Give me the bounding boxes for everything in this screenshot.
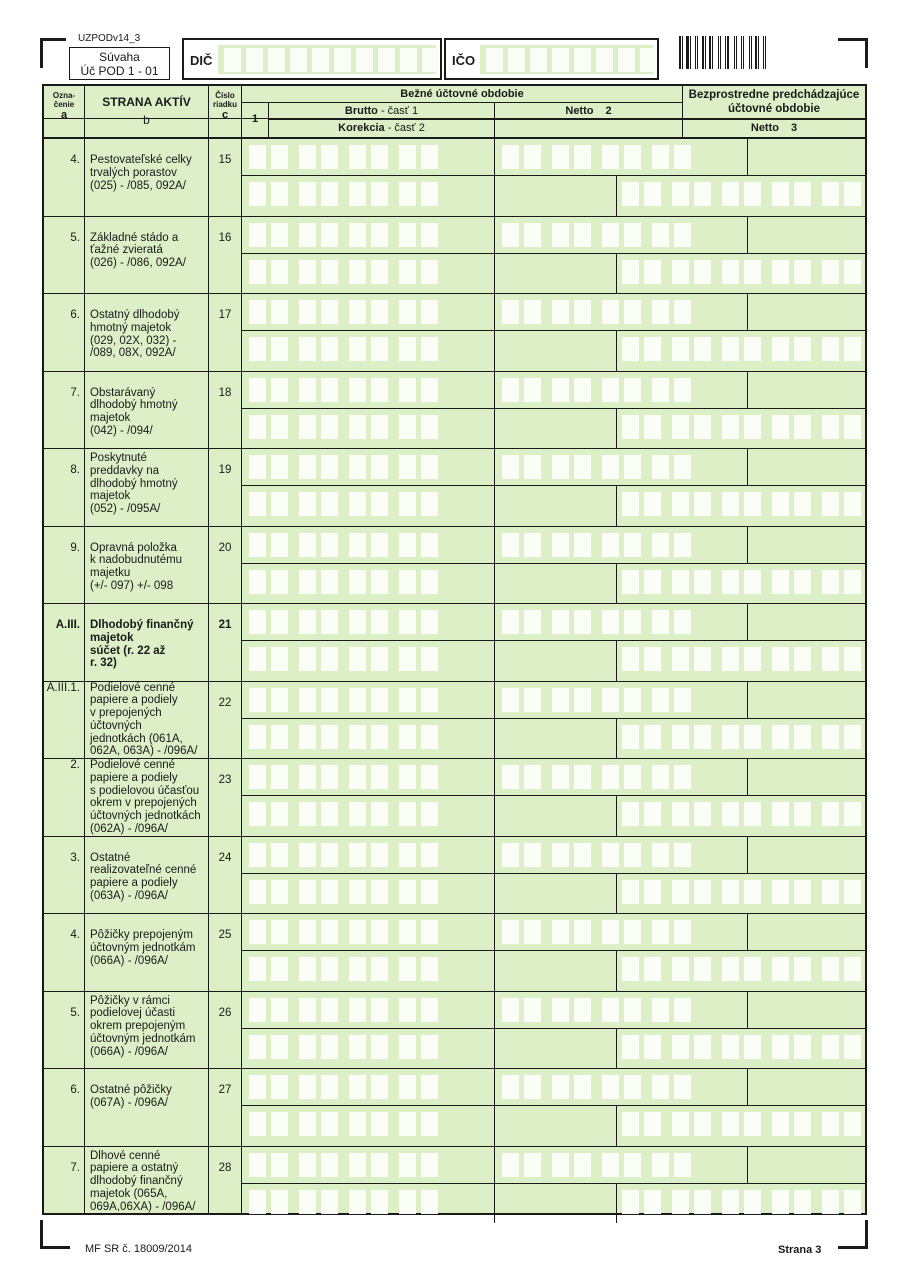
corner-mark-bottom-right — [838, 1246, 868, 1249]
corner-mark-top-left-v — [40, 38, 43, 68]
row-description-line: okrem prepojeným — [90, 1020, 186, 1033]
row-description-line: (025) - /085, 092A/ — [90, 179, 186, 192]
corner-mark-top-left — [40, 38, 66, 41]
netto-prev-cells[interactable] — [622, 957, 866, 981]
table-row — [44, 913, 865, 991]
row-description — [90, 995, 208, 1059]
barcode-bar — [709, 36, 711, 69]
barcode-bar — [712, 36, 713, 69]
row-description-line: (026) - /086, 092A/ — [90, 257, 186, 270]
prev-period-header: Bezprostredne predchádzajúce účtovné obdobie — [688, 89, 860, 115]
row-description-line: (066A) - /096A/ — [90, 1045, 168, 1058]
netto-cells[interactable] — [502, 455, 696, 479]
col-one-header: 1 — [251, 113, 259, 125]
row-mark: 9. — [70, 541, 80, 554]
row-description-line: Ostatné pôžičky — [90, 1084, 172, 1096]
korekcia-cells[interactable] — [249, 957, 443, 981]
netto-cells[interactable] — [502, 688, 696, 712]
row-mark: 5. — [70, 231, 80, 244]
brutto-cells[interactable] — [249, 765, 443, 789]
row-description-line: s podielovou účasťou — [90, 784, 200, 797]
form-title-box — [69, 47, 170, 80]
ico-cells — [486, 48, 662, 72]
page-number: Strana 3 — [778, 1244, 822, 1256]
netto-cells[interactable] — [502, 533, 696, 557]
row-number: 22 — [218, 696, 232, 709]
row-mark: 8. — [70, 464, 80, 476]
ico-input[interactable] — [480, 45, 653, 74]
row-description-line: dlhodobý finančný — [90, 1175, 183, 1188]
barcode-bar — [697, 36, 698, 69]
netto-cells[interactable] — [502, 378, 696, 402]
barcode-bar — [763, 36, 764, 69]
row-description — [90, 759, 208, 836]
table-row — [44, 1068, 865, 1146]
corner-mark-bottom-right-v — [865, 1220, 868, 1249]
row-description-line: súčet (r. 22 až — [90, 644, 166, 657]
netto-prev-cells[interactable] — [622, 415, 866, 439]
dic-label: DIČ — [190, 53, 213, 68]
netto-prev-cells[interactable] — [622, 492, 866, 516]
row-description — [90, 852, 208, 903]
brutto-cells[interactable] — [249, 610, 443, 634]
form-code: UZPODv14_3 — [78, 33, 141, 44]
assets-table — [42, 84, 867, 1215]
row-mark: 4. — [70, 929, 80, 941]
row-description-line: realizovateľné cenné — [90, 864, 197, 877]
netto-prev-cells[interactable] — [622, 802, 866, 826]
brutto-cells[interactable] — [249, 688, 443, 712]
netto-cells[interactable] — [502, 1153, 696, 1177]
brutto-cells[interactable] — [249, 920, 443, 944]
current-period-header: Bežné účtovné obdobie — [400, 88, 524, 100]
netto-cells[interactable] — [502, 1075, 696, 1099]
row-number: 27 — [218, 1084, 232, 1096]
brutto-cells[interactable] — [249, 843, 443, 867]
barcode-bar — [682, 36, 683, 69]
row-mark: A.III. — [55, 619, 80, 631]
row-number: 28 — [218, 1161, 232, 1174]
row-description-line: /089, 08X, 092A/ — [90, 347, 176, 360]
row-description-line: 062A, 063A) - /096A/ — [90, 745, 198, 758]
netto-prev-cells[interactable] — [622, 1035, 866, 1059]
row-description-line: hmotný majetok — [90, 321, 172, 334]
row-mark: 7. — [70, 1161, 80, 1174]
row-mark: A.III.1. — [46, 681, 80, 694]
row-description-line: (063A) - /096A/ — [90, 889, 168, 902]
barcode-bar — [718, 36, 719, 69]
row-number: 23 — [218, 774, 232, 786]
table-row — [44, 991, 865, 1069]
row-description-line: 069A,06XA) - /096A/ — [90, 1200, 196, 1213]
korekcia-cells[interactable] — [249, 260, 443, 284]
korekcia-cells[interactable] — [249, 1190, 443, 1214]
netto-cells[interactable] — [502, 610, 696, 634]
row-description-line: účtovných — [90, 719, 142, 732]
netto-header: Netto 2 — [565, 105, 612, 117]
row-mark: 5. — [70, 1006, 80, 1019]
netto-prev-cells[interactable] — [622, 880, 866, 904]
row-description-line: Pôžičky v rámci — [90, 994, 170, 1007]
row-description-line: (042) - /094/ — [90, 424, 153, 437]
brutto-cells[interactable] — [249, 533, 443, 557]
row-number: 17 — [218, 309, 232, 321]
corner-mark-top-right-v — [865, 38, 868, 68]
barcode-bar — [755, 36, 757, 69]
ico-label: IČO — [452, 53, 476, 68]
row-description-line: Poskytnuté — [90, 452, 147, 464]
form-subtitle: Úč POD 1 - 01 — [80, 64, 159, 78]
row-description-line: Pestovateľské celky — [90, 154, 192, 166]
dic-cells — [224, 48, 444, 72]
row-description — [90, 452, 208, 516]
row-description-line: okrem v prepojených — [90, 797, 197, 810]
row-description — [90, 619, 208, 670]
row-description — [90, 1084, 208, 1110]
row-description-line: dlhodobý hmotný — [90, 399, 178, 412]
table-row — [44, 603, 865, 681]
row-description-line: účtovných jednotkách — [90, 810, 201, 823]
netto-cells[interactable] — [502, 843, 696, 867]
barcode-bar — [743, 36, 744, 69]
row-number: 24 — [218, 851, 232, 864]
korekcia-cells[interactable] — [249, 570, 443, 594]
netto3-header: Netto 3 — [750, 122, 798, 134]
netto-prev-cells[interactable] — [622, 182, 866, 206]
row-description-line: v prepojených — [90, 707, 162, 720]
row-mark: 2. — [70, 759, 80, 771]
korekcia-cells[interactable] — [249, 725, 443, 749]
row-description-line: (029, 02X, 032) - — [90, 334, 177, 347]
col-c-header: Číslo riadku c — [212, 91, 237, 121]
barcode-bar — [705, 36, 706, 69]
barcode-bar — [702, 36, 705, 69]
row-description-line: majetok (065A, — [90, 1187, 168, 1200]
netto-prev-cells[interactable] — [622, 1190, 866, 1214]
corner-mark-bottom-left-v — [40, 1220, 43, 1249]
row-description-line: papiere a podiely — [90, 694, 178, 707]
row-number: 19 — [218, 464, 232, 476]
netto-prev-cells[interactable] — [622, 260, 866, 284]
table-row — [44, 1146, 865, 1224]
corner-mark-bottom-left — [40, 1246, 70, 1249]
corner-mark-top-right — [838, 38, 868, 41]
korekcia-cells[interactable] — [249, 492, 443, 516]
table-row — [44, 681, 865, 759]
row-description-line: Opravná položka — [90, 541, 177, 554]
barcode-bar — [765, 36, 766, 69]
row-mark: 6. — [70, 309, 80, 321]
row-description-line: (067A) - /096A/ — [90, 1096, 168, 1109]
table-row — [44, 526, 865, 604]
row-mark: 4. — [70, 154, 80, 166]
brutto-header: Brutto - časť 1 — [344, 105, 419, 117]
row-description-line: majetok — [90, 631, 134, 644]
brutto-cells[interactable] — [249, 300, 443, 324]
row-description-line: účtovným jednotkám — [90, 1032, 196, 1045]
row-description-line: papiere a ostatný — [90, 1162, 179, 1175]
table-row — [44, 293, 865, 371]
row-description-line: Ostatné — [90, 851, 131, 864]
barcode-bar — [751, 36, 752, 69]
row-mark: 7. — [70, 386, 80, 399]
barcode-image — [679, 36, 770, 69]
row-description-line: dlhodobý hmotný — [90, 477, 178, 490]
barcode-bar — [727, 36, 729, 69]
row-description-line: preddavky na — [90, 464, 160, 477]
brutto-cells[interactable] — [249, 1153, 443, 1177]
row-description — [90, 1150, 208, 1214]
netto-prev-cells[interactable] — [622, 647, 866, 671]
brutto-cells[interactable] — [249, 1075, 443, 1099]
row-number: 20 — [218, 541, 232, 554]
netto-cells[interactable] — [502, 223, 696, 247]
row-description-line: ťažné zvieratá — [90, 244, 163, 257]
row-description-line: účtovným jednotkám — [90, 941, 196, 954]
barcode-bar — [741, 36, 742, 69]
dic-box — [182, 38, 442, 80]
table-row — [44, 758, 865, 836]
row-number: 21 — [218, 619, 232, 631]
netto-prev-cells[interactable] — [622, 725, 866, 749]
korekcia-cells[interactable] — [249, 647, 443, 671]
row-description-line: (066A) - /096A/ — [90, 954, 168, 967]
table-row — [44, 216, 865, 294]
row-mark: 3. — [70, 851, 80, 864]
barcode-bar — [725, 36, 726, 69]
korekcia-cells[interactable] — [249, 802, 443, 826]
row-description — [90, 154, 208, 192]
table-row — [44, 448, 865, 526]
row-description — [90, 929, 208, 967]
row-description-line: majetok — [90, 490, 131, 503]
barcode-bar — [690, 36, 691, 69]
row-description-line: (+/- 097) +/- 098 — [90, 579, 174, 592]
brutto-cells[interactable] — [249, 145, 443, 169]
row-description-line: r. 32) — [90, 657, 117, 670]
row-description — [90, 682, 208, 759]
row-mark: 6. — [70, 1084, 80, 1096]
row-description-line: Podielové cenné — [90, 681, 176, 694]
netto-cells[interactable] — [502, 998, 696, 1022]
form-title: Súvaha — [99, 50, 140, 64]
col-a-header: Ozna- čenie a — [52, 91, 76, 121]
row-description — [90, 542, 208, 593]
row-description-line: Pôžičky prepojeným — [90, 929, 193, 941]
barcode-bar — [758, 36, 759, 69]
korekcia-header: Korekcia - časť 2 — [338, 122, 425, 134]
row-description-line: Dlhodobý finančný — [90, 619, 194, 631]
netto-prev-cells[interactable] — [622, 337, 866, 361]
netto-cells[interactable] — [502, 300, 696, 324]
col-b-header: STRANA AKTÍV b — [102, 95, 191, 127]
korekcia-cells[interactable] — [249, 1035, 443, 1059]
row-number: 26 — [218, 1006, 232, 1019]
barcode-bar — [679, 36, 681, 69]
korekcia-cells[interactable] — [249, 337, 443, 361]
barcode-bar — [720, 36, 721, 69]
korekcia-cells[interactable] — [249, 182, 443, 206]
table-row — [44, 836, 865, 914]
brutto-cells[interactable] — [249, 378, 443, 402]
row-description-line: (052) - /095A/ — [90, 503, 161, 516]
barcode-bar — [736, 36, 737, 69]
brutto-cells[interactable] — [249, 998, 443, 1022]
row-description — [90, 232, 208, 270]
netto-prev-cells[interactable] — [622, 1112, 866, 1136]
row-description-line: Ostatný dlhodobý — [90, 309, 180, 321]
korekcia-cells[interactable] — [249, 880, 443, 904]
netto-cells[interactable] — [502, 765, 696, 789]
footer-reference: MF SR č. 18009/2014 — [85, 1243, 193, 1255]
dic-input[interactable] — [218, 45, 436, 74]
ico-box — [444, 38, 659, 80]
row-number: 25 — [218, 929, 232, 941]
barcode-bar — [686, 36, 689, 69]
row-description-line: Základné stádo a — [90, 231, 179, 244]
row-description-line: podielovej účasti — [90, 1007, 176, 1020]
row-description — [90, 309, 208, 360]
korekcia-cells[interactable] — [249, 415, 443, 439]
korekcia-cells[interactable] — [249, 1112, 443, 1136]
row-description-line: k nadobudnutému — [90, 554, 183, 567]
row-description-line: papiere a podiely — [90, 877, 178, 890]
row-description-line: majetku — [90, 567, 131, 580]
row-number: 15 — [218, 154, 232, 166]
row-description-line: majetok — [90, 412, 131, 425]
table-row — [44, 138, 865, 216]
brutto-cells[interactable] — [249, 223, 443, 247]
netto-cells[interactable] — [502, 920, 696, 944]
table-row — [44, 371, 865, 449]
row-number: 16 — [218, 231, 232, 244]
netto-prev-cells[interactable] — [622, 570, 866, 594]
row-description-line: Podielové cenné — [90, 759, 176, 771]
row-description-line: (062A) - /096A/ — [90, 822, 168, 835]
barcode-bar — [695, 36, 696, 69]
netto-cells[interactable] — [502, 145, 696, 169]
row-description-line: Obstarávaný — [90, 386, 156, 399]
barcode-bar — [749, 36, 751, 69]
row-description-line: Dlhové cenné — [90, 1149, 161, 1162]
brutto-cells[interactable] — [249, 455, 443, 479]
row-description — [90, 387, 208, 438]
row-description-line: papiere a podiely — [90, 771, 178, 784]
barcode-bar — [734, 36, 735, 69]
row-description-line: jednotkách (061A, — [90, 732, 183, 745]
row-number: 18 — [218, 386, 232, 399]
row-description-line: trvalých porastov — [90, 166, 177, 179]
